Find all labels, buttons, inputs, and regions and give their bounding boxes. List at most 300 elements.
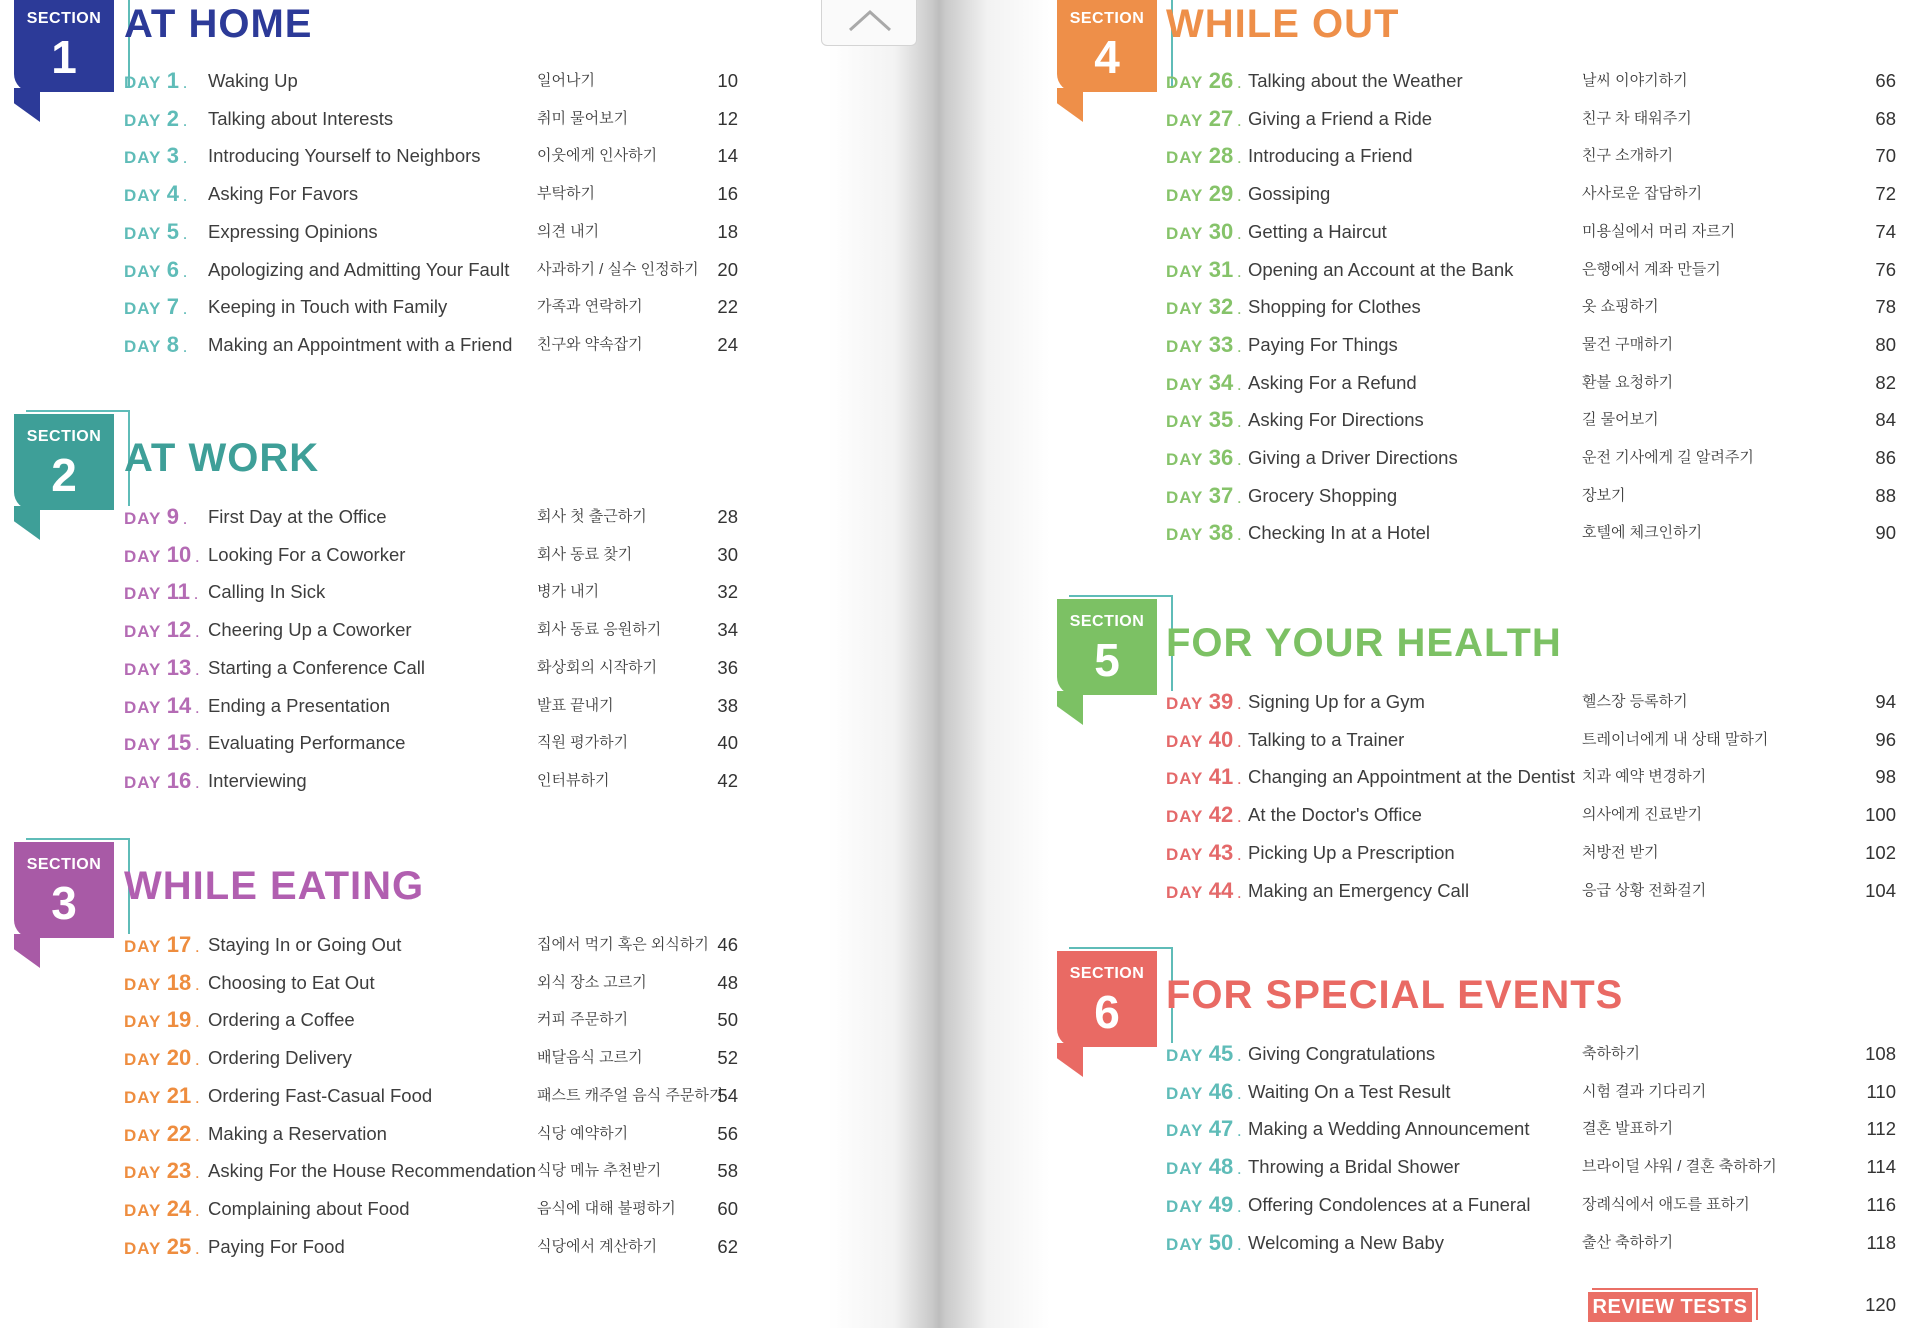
lesson-page: 100 (1865, 804, 1896, 825)
lesson-row[interactable] (1050, 139, 1896, 173)
lesson-korean: 배달음식 고르기 (537, 1049, 643, 1066)
day-label: DAY 28 . (1166, 143, 1242, 168)
lesson-row[interactable] (1050, 760, 1896, 794)
lesson-korean: 헬스장 등록하기 (1582, 693, 1688, 710)
lesson-page: 78 (1875, 296, 1896, 317)
lesson-korean: 친구 차 태워주기 (1582, 110, 1692, 127)
lesson-row[interactable] (1050, 290, 1896, 324)
lesson-row[interactable] (1050, 1037, 1896, 1071)
day-label: DAY 8 . (124, 332, 188, 357)
day-number: 7 (166, 294, 179, 319)
lesson-row[interactable] (1050, 102, 1896, 136)
day-number: 11 (166, 579, 191, 604)
day-label: DAY 32 . (1166, 294, 1242, 319)
lesson-title[interactable]: Introducing Yourself to Neighbors (208, 145, 481, 166)
lesson-page: 46 (717, 934, 738, 955)
lesson-row[interactable] (1050, 685, 1896, 719)
lesson-korean: 출산 축하하기 (1582, 1234, 1674, 1251)
lesson-row[interactable] (1050, 836, 1896, 870)
lesson-row[interactable] (0, 177, 820, 211)
lesson-title[interactable]: Expressing Opinions (208, 221, 378, 242)
day-prefix: DAY (1166, 525, 1209, 544)
lesson-row[interactable] (0, 64, 820, 98)
lesson-title[interactable]: Picking Up a Prescription (1248, 842, 1455, 863)
lesson-page: 110 (1866, 1081, 1896, 1102)
day-number: 50 (1208, 1230, 1234, 1255)
lesson-title[interactable]: Changing an Appointment at the Dentist (1248, 766, 1576, 787)
lesson-row[interactable] (0, 328, 820, 362)
lesson-title[interactable]: Cheering Up a Coworker (208, 619, 412, 640)
lesson-title[interactable]: Making an Appointment with a Friend (208, 334, 513, 355)
day-label: DAY 39 . (1166, 689, 1242, 714)
section-label: SECTION (1069, 613, 1145, 630)
lesson-page: 14 (717, 145, 738, 166)
lesson-title[interactable]: Evaluating Performance (208, 732, 406, 753)
lesson-row[interactable] (1050, 1075, 1896, 1109)
section-number: 6 (1094, 986, 1120, 1038)
lesson-title[interactable]: Staying In or Going Out (208, 934, 402, 955)
lesson-korean: 회사 동료 응원하기 (537, 621, 662, 638)
lesson-row[interactable] (0, 290, 820, 324)
lesson-title[interactable]: At the Doctor's Office (1248, 804, 1422, 825)
day-prefix: DAY (124, 186, 167, 205)
lesson-row[interactable] (1050, 1188, 1896, 1222)
day-number: 3 (166, 143, 179, 168)
day-label: DAY 38 . (1166, 520, 1242, 545)
lesson-title[interactable]: Apologizing and Admitting Your Fault (208, 259, 510, 280)
day-prefix: DAY (124, 1012, 167, 1031)
day-prefix: DAY (1166, 73, 1209, 92)
badge-fill (14, 842, 114, 938)
lesson-title[interactable]: Talking about Interests (208, 108, 394, 129)
day-label: DAY 3 . (124, 143, 188, 168)
day-label: DAY 13 . (124, 655, 200, 680)
day-number: 41 (1208, 764, 1234, 789)
lesson-page: 58 (717, 1160, 738, 1181)
lesson-row[interactable] (0, 500, 820, 534)
lesson-korean: 회사 첫 출근하기 (537, 508, 647, 525)
day-number: 46 (1208, 1079, 1234, 1104)
lesson-korean: 인터뷰하기 (537, 772, 610, 789)
lesson-row[interactable] (0, 575, 820, 609)
lesson-korean: 음식에 대해 불평하기 (537, 1200, 676, 1217)
day-label: DAY 24 . (124, 1196, 200, 1221)
lesson-row[interactable] (1050, 874, 1896, 908)
day-number: 15 (166, 730, 192, 755)
lesson-row[interactable] (0, 215, 820, 249)
day-number: 31 (1208, 257, 1234, 282)
day-label: DAY 17 . (124, 932, 200, 957)
lesson-page: 118 (1866, 1232, 1896, 1253)
lesson-page: 102 (1865, 842, 1896, 863)
lesson-title[interactable]: Interviewing (208, 770, 307, 791)
section-title: AT WORK (124, 436, 320, 480)
left-page (0, 0, 828, 1328)
lesson-row[interactable] (1050, 479, 1896, 513)
lesson-title[interactable]: Giving a Friend a Ride (1248, 108, 1433, 129)
lesson-row[interactable] (1050, 366, 1896, 400)
lesson-title[interactable]: Throwing a Bridal Shower (1248, 1156, 1460, 1177)
day-number: 47 (1208, 1116, 1234, 1141)
lesson-page: 96 (1875, 729, 1896, 750)
lesson-page: 30 (717, 544, 738, 565)
lesson-row[interactable] (1050, 403, 1896, 437)
lesson-page: 34 (717, 619, 738, 640)
lesson-page: 74 (1875, 221, 1896, 242)
day-number: 21 (166, 1083, 192, 1108)
lesson-page: 104 (1865, 880, 1896, 901)
day-prefix: DAY (1166, 1197, 1209, 1216)
day-prefix: DAY (1166, 111, 1209, 130)
lesson-row[interactable] (1050, 1150, 1896, 1184)
lesson-page: 80 (1875, 334, 1896, 355)
lesson-row[interactable] (0, 1230, 820, 1264)
day-prefix: DAY (1166, 807, 1209, 826)
lesson-title[interactable]: Asking For Favors (208, 183, 359, 204)
lesson-row[interactable] (0, 1079, 820, 1113)
lesson-row[interactable] (0, 1041, 820, 1075)
lesson-title[interactable]: Making a Wedding Announcement (1248, 1118, 1530, 1139)
lesson-korean: 친구 소개하기 (1582, 147, 1674, 164)
lesson-row[interactable] (0, 1117, 820, 1151)
day-label: DAY 7 . (124, 294, 188, 319)
section-number: 2 (51, 449, 77, 501)
day-number: 42 (1208, 802, 1234, 827)
day-label: DAY 35 . (1166, 407, 1242, 432)
lesson-row[interactable] (0, 1003, 820, 1037)
lesson-korean: 운전 기사에게 길 알려주기 (1582, 449, 1754, 466)
day-number: 34 (1208, 370, 1234, 395)
lesson-row[interactable] (1050, 441, 1896, 475)
lesson-title[interactable]: Grocery Shopping (1248, 485, 1398, 506)
lesson-row[interactable] (0, 538, 820, 572)
lesson-row[interactable] (0, 139, 820, 173)
day-label: DAY 21 . (124, 1083, 200, 1108)
lesson-korean: 집에서 먹기 혹은 외식하기 (537, 936, 709, 953)
day-label: DAY 36 . (1166, 445, 1242, 470)
lesson-page: 32 (717, 581, 738, 602)
day-prefix: DAY (1166, 262, 1209, 281)
lesson-korean: 미용실에서 머리 자르기 (1582, 223, 1736, 240)
day-number: 35 (1208, 407, 1234, 432)
day-number: 18 (166, 970, 192, 995)
day-label: DAY 5 . (124, 219, 188, 244)
badge-fill (1057, 599, 1157, 695)
day-label: DAY 10 . (124, 542, 200, 567)
lesson-korean: 사과하기 / 실수 인정하기 (537, 261, 699, 278)
lesson-title[interactable]: Checking In at a Hotel (1248, 522, 1431, 543)
day-label: DAY 37 . (1166, 483, 1242, 508)
day-number: 36 (1208, 445, 1234, 470)
lesson-korean: 길 물어보기 (1582, 411, 1659, 428)
lesson-row[interactable] (0, 689, 820, 723)
lesson-korean: 직원 평가하기 (537, 734, 629, 751)
day-prefix: DAY (1166, 375, 1209, 394)
lesson-title[interactable]: Making an Emergency Call (1248, 880, 1470, 901)
lesson-korean: 은행에서 계좌 만들기 (1582, 261, 1721, 278)
lesson-page: 16 (717, 183, 738, 204)
lesson-korean: 병가 내기 (537, 583, 600, 600)
lesson-row[interactable] (0, 1154, 820, 1188)
lesson-page: 48 (717, 972, 738, 993)
review-tests-page: 120 (1865, 1294, 1896, 1315)
lesson-korean: 의견 내기 (537, 223, 600, 240)
day-prefix: DAY (124, 584, 167, 603)
lesson-korean: 식당에서 계산하기 (537, 1238, 658, 1255)
chevron-up-icon (846, 4, 894, 36)
day-label: DAY 48 . (1166, 1154, 1242, 1179)
lesson-row[interactable] (1050, 253, 1896, 287)
lesson-title[interactable]: Waiting On a Test Result (1248, 1081, 1451, 1102)
lesson-title[interactable]: Starting a Conference Call (208, 657, 425, 678)
lesson-korean: 식당 예약하기 (537, 1125, 629, 1142)
lesson-title[interactable]: Giving a Driver Directions (1248, 447, 1458, 468)
day-number: 43 (1208, 840, 1234, 865)
day-label: DAY 43 . (1166, 840, 1242, 865)
section-number: 3 (51, 877, 77, 929)
lesson-korean: 옷 쇼핑하기 (1582, 298, 1659, 315)
lesson-row[interactable] (1050, 723, 1896, 757)
lesson-title[interactable]: Shopping for Clothes (1248, 296, 1421, 317)
day-label: DAY 6 . (124, 257, 188, 282)
day-number: 14 (166, 693, 192, 718)
lesson-title[interactable]: Ending a Presentation (208, 695, 391, 716)
day-label: DAY 16 . (124, 768, 200, 793)
section-label: SECTION (26, 856, 102, 873)
lesson-title[interactable]: Choosing to Eat Out (208, 972, 375, 993)
badge-fill (14, 414, 114, 510)
day-label: DAY 40 . (1166, 727, 1242, 752)
lesson-row[interactable] (0, 966, 820, 1000)
lesson-page: 12 (717, 108, 738, 129)
day-prefix: DAY (1166, 1084, 1209, 1103)
lesson-page: 88 (1875, 485, 1896, 506)
day-prefix: DAY (124, 299, 167, 318)
lesson-row[interactable] (1050, 516, 1896, 550)
lesson-page: 54 (717, 1085, 738, 1106)
day-number: 25 (166, 1234, 192, 1259)
lesson-row[interactable] (0, 764, 820, 798)
day-number: 12 (166, 617, 192, 642)
lesson-title[interactable]: Calling In Sick (208, 581, 326, 602)
day-prefix: DAY (1166, 337, 1209, 356)
day-prefix: DAY (124, 735, 167, 754)
day-number: 49 (1208, 1192, 1234, 1217)
lesson-page: 72 (1875, 183, 1896, 204)
lesson-page: 62 (717, 1236, 738, 1257)
lesson-page: 82 (1875, 372, 1896, 393)
day-number: 39 (1208, 689, 1234, 714)
day-label: DAY 45 . (1166, 1041, 1242, 1066)
lesson-title[interactable]: Signing Up for a Gym (1248, 691, 1425, 712)
lesson-korean: 가족과 연락하기 (537, 298, 643, 315)
section-title: FOR YOUR HEALTH (1166, 621, 1562, 665)
day-number: 48 (1208, 1154, 1234, 1179)
lesson-title[interactable]: Ordering Delivery (208, 1047, 352, 1068)
day-prefix: DAY (1166, 845, 1209, 864)
lesson-title[interactable]: Paying For Things (1248, 334, 1398, 355)
day-number: 40 (1208, 727, 1234, 752)
day-label: DAY 44 . (1166, 878, 1242, 903)
day-label: DAY 49 . (1166, 1192, 1242, 1217)
lesson-korean: 트레이너에게 내 상태 말하기 (1582, 731, 1769, 748)
lesson-title[interactable]: Ordering Fast-Casual Food (208, 1085, 433, 1106)
day-prefix: DAY (124, 622, 167, 641)
lesson-title[interactable]: Asking For Directions (1248, 409, 1424, 430)
day-number: 33 (1208, 332, 1234, 357)
scroll-up-button[interactable] (821, 0, 917, 46)
right-page (1050, 0, 1920, 1328)
day-number: 29 (1208, 181, 1234, 206)
lesson-korean: 처방전 받기 (1582, 844, 1659, 861)
lesson-row[interactable] (0, 102, 820, 136)
lesson-korean: 환불 요청하기 (1582, 374, 1674, 391)
lesson-page: 98 (1875, 766, 1896, 787)
lesson-title[interactable]: Giving Congratulations (1248, 1043, 1436, 1064)
day-label: DAY 25 . (124, 1234, 200, 1259)
lesson-korean: 친구와 약속잡기 (537, 336, 643, 353)
lesson-row[interactable] (1050, 64, 1896, 98)
day-label: DAY 11 . (124, 579, 199, 604)
day-label: DAY 30 . (1166, 219, 1242, 244)
lesson-korean: 장보기 (1582, 487, 1626, 504)
lesson-row[interactable] (0, 928, 820, 962)
lesson-page: 112 (1866, 1118, 1896, 1139)
lesson-title[interactable]: Looking For a Coworker (208, 544, 406, 565)
section-label: SECTION (26, 428, 102, 445)
day-prefix: DAY (1166, 732, 1209, 751)
lesson-page: 116 (1866, 1194, 1896, 1215)
lesson-page: 86 (1875, 447, 1896, 468)
lesson-korean: 식당 메뉴 추천받기 (537, 1162, 662, 1179)
lesson-title[interactable]: Introducing a Friend (1248, 145, 1413, 166)
day-prefix: DAY (124, 262, 167, 281)
lesson-korean: 시험 결과 기다리기 (1582, 1083, 1707, 1100)
lesson-korean: 물건 구매하기 (1582, 336, 1674, 353)
day-label: DAY 4 . (124, 181, 188, 206)
lesson-korean: 사사로운 잡담하기 (1582, 185, 1703, 202)
lesson-title[interactable]: Gossiping (1248, 183, 1331, 204)
day-prefix: DAY (124, 1239, 167, 1258)
day-prefix: DAY (1166, 450, 1209, 469)
lesson-title[interactable]: Talking to a Trainer (1248, 729, 1405, 750)
lesson-title[interactable]: Waking Up (208, 70, 298, 91)
lesson-title[interactable]: Welcoming a New Baby (1248, 1232, 1445, 1253)
lesson-page: 24 (717, 334, 738, 355)
day-label: DAY 9 . (124, 504, 188, 529)
lesson-row[interactable] (1050, 1226, 1896, 1260)
day-number: 16 (166, 768, 192, 793)
day-number: 24 (166, 1196, 192, 1221)
day-prefix: DAY (124, 1163, 167, 1182)
day-label: DAY 20 . (124, 1045, 200, 1070)
section-title: FOR SPECIAL EVENTS (1166, 973, 1624, 1017)
day-prefix: DAY (1166, 224, 1209, 243)
lesson-row[interactable] (1050, 798, 1896, 832)
lesson-page: 50 (717, 1009, 738, 1030)
lesson-title[interactable]: First Day at the Office (208, 506, 387, 527)
day-label: DAY 47 . (1166, 1116, 1242, 1141)
day-label: DAY 26 . (1166, 68, 1242, 93)
lesson-row[interactable] (1050, 328, 1896, 362)
lesson-korean: 브라이덜 샤워 / 결혼 축하하기 (1582, 1158, 1777, 1175)
lesson-row[interactable] (0, 1192, 820, 1226)
day-prefix: DAY (124, 1050, 167, 1069)
lesson-page: 42 (717, 770, 738, 791)
lesson-korean: 결혼 발표하기 (1582, 1120, 1674, 1137)
section-title: WHILE OUT (1166, 2, 1400, 46)
lesson-row[interactable] (1050, 215, 1896, 249)
day-number: 37 (1208, 483, 1234, 508)
day-label: DAY 50 . (1166, 1230, 1242, 1255)
day-prefix: DAY (124, 975, 167, 994)
lesson-page: 36 (717, 657, 738, 678)
lesson-row[interactable] (0, 253, 820, 287)
lesson-title[interactable]: Ordering a Coffee (208, 1009, 355, 1030)
lesson-title[interactable]: Offering Condolences at a Funeral (1248, 1194, 1531, 1215)
day-prefix: DAY (124, 73, 167, 92)
review-tests-button[interactable]: REVIEW TESTS (1588, 1292, 1752, 1322)
lesson-title[interactable]: Talking about the Weather (1248, 70, 1463, 91)
lesson-title[interactable]: Keeping in Touch with Family (208, 296, 448, 317)
day-label: DAY 27 . (1166, 106, 1242, 131)
day-number: 2 (166, 106, 179, 131)
lesson-page: 108 (1865, 1043, 1896, 1064)
lesson-page: 28 (717, 506, 738, 527)
day-number: 22 (166, 1121, 192, 1146)
lesson-korean: 발표 끝내기 (537, 697, 614, 714)
section-title: WHILE EATING (124, 864, 425, 908)
day-prefix: DAY (1166, 148, 1209, 167)
lesson-row[interactable] (0, 726, 820, 760)
lesson-korean: 장례식에서 애도를 표하기 (1582, 1196, 1750, 1213)
day-number: 5 (166, 219, 179, 244)
day-label: DAY 18 . (124, 970, 200, 995)
day-number: 45 (1208, 1041, 1234, 1066)
lesson-row[interactable] (0, 651, 820, 685)
section-label: SECTION (1069, 965, 1145, 982)
lesson-title[interactable]: Getting a Haircut (1248, 221, 1387, 242)
lesson-row[interactable] (0, 613, 820, 647)
day-label: DAY 22 . (124, 1121, 200, 1146)
lesson-page: 56 (717, 1123, 738, 1144)
day-number: 19 (166, 1007, 192, 1032)
lesson-title[interactable]: Asking For a Refund (1248, 372, 1417, 393)
lesson-page: 20 (717, 259, 738, 280)
lesson-row[interactable] (1050, 1112, 1896, 1146)
day-label: DAY 12 . (124, 617, 200, 642)
lesson-korean: 커피 주문하기 (537, 1011, 629, 1028)
day-number: 10 (166, 542, 192, 567)
day-prefix: DAY (1166, 1159, 1209, 1178)
lesson-page: 38 (717, 695, 738, 716)
lesson-korean: 응급 상황 전화걸기 (1582, 882, 1707, 899)
lesson-row[interactable] (1050, 177, 1896, 211)
day-prefix: DAY (124, 660, 167, 679)
lesson-title[interactable]: Complaining about Food (208, 1198, 410, 1219)
day-prefix: DAY (1166, 412, 1209, 431)
lesson-title[interactable]: Asking For the House Recommendation (208, 1160, 537, 1181)
badge-fill (1057, 951, 1157, 1047)
day-prefix: DAY (1166, 694, 1209, 713)
lesson-korean: 치과 예약 변경하기 (1582, 768, 1707, 785)
lesson-title[interactable]: Paying For Food (208, 1236, 345, 1257)
day-number: 17 (166, 932, 192, 957)
lesson-title[interactable]: Making a Reservation (208, 1123, 387, 1144)
day-prefix: DAY (124, 698, 167, 717)
lesson-title[interactable]: Opening an Account at the Bank (1248, 259, 1514, 280)
day-label: DAY 14 . (124, 693, 200, 718)
